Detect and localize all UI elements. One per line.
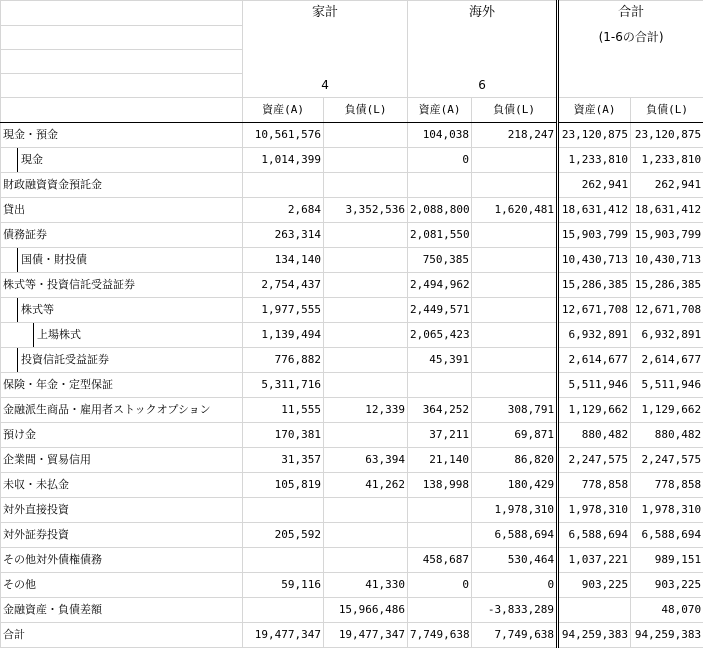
value-cell: 6,588,694	[558, 523, 631, 548]
row-label: 金融派生商品・雇用者ストックオプション	[1, 398, 243, 423]
value-cell: 1,233,810	[558, 148, 631, 173]
value-cell	[472, 323, 558, 348]
table-row	[1, 623, 703, 648]
table-row	[1, 448, 703, 473]
header-blank-cell	[243, 49, 408, 73]
row-label: 預け金	[1, 423, 243, 448]
value-cell: 903,225	[558, 573, 631, 598]
row-label: 対外直接投資	[1, 498, 243, 523]
row-label: 投資信託受益証券	[1, 348, 243, 373]
value-cell: 2,684	[243, 198, 324, 223]
value-cell	[408, 373, 472, 398]
table-row	[1, 423, 703, 448]
value-cell: 263,314	[243, 223, 324, 248]
header-blank-cell	[1, 25, 243, 49]
value-cell: 37,211	[408, 423, 472, 448]
value-cell	[324, 248, 408, 273]
header-asset: 資産(A)	[408, 98, 472, 123]
value-cell: 0	[472, 573, 558, 598]
value-cell: 262,941	[558, 173, 631, 198]
table-row	[1, 298, 703, 323]
value-cell: 1,977,555	[243, 298, 324, 323]
value-cell: 2,247,575	[558, 448, 631, 473]
value-cell: 6,932,891	[631, 323, 703, 348]
table-row	[1, 223, 703, 248]
value-cell: 12,671,708	[558, 298, 631, 323]
value-cell	[472, 248, 558, 273]
value-cell: 1,129,662	[631, 398, 703, 423]
value-cell	[408, 523, 472, 548]
table-row	[1, 273, 703, 298]
value-cell: 15,286,385	[631, 273, 703, 298]
value-cell: 778,858	[631, 473, 703, 498]
value-cell: 7,749,638	[408, 623, 472, 648]
table-row	[1, 323, 703, 348]
value-cell: 1,620,481	[472, 198, 558, 223]
value-cell: 11,555	[243, 398, 324, 423]
value-cell	[324, 423, 408, 448]
header-goukei: 合計	[558, 1, 703, 26]
value-cell	[472, 298, 558, 323]
row-label: 株式等	[1, 298, 243, 323]
value-cell	[324, 298, 408, 323]
value-cell: 15,903,799	[558, 223, 631, 248]
value-cell: 10,430,713	[558, 248, 631, 273]
value-cell: 170,381	[243, 423, 324, 448]
value-cell: 2,614,677	[631, 348, 703, 373]
header-blank-cell	[1, 98, 243, 123]
table-row	[1, 523, 703, 548]
value-cell: 6,932,891	[558, 323, 631, 348]
row-label: 企業間・貿易信用	[1, 448, 243, 473]
value-cell	[472, 148, 558, 173]
value-cell: 1,129,662	[558, 398, 631, 423]
table-row	[1, 573, 703, 598]
value-cell: 0	[408, 573, 472, 598]
value-cell: 218,247	[472, 123, 558, 148]
row-label: 金融資産・負債差額	[1, 598, 243, 623]
value-cell: 308,791	[472, 398, 558, 423]
value-cell: 15,903,799	[631, 223, 703, 248]
header-liab: 負債(L)	[472, 98, 558, 123]
value-cell	[243, 548, 324, 573]
value-cell: 1,978,310	[631, 498, 703, 523]
value-cell: 41,262	[324, 473, 408, 498]
value-cell	[243, 498, 324, 523]
value-cell	[324, 273, 408, 298]
table-row	[1, 473, 703, 498]
value-cell	[324, 498, 408, 523]
header-kaigai: 海外	[408, 1, 558, 26]
header-asset: 資産(A)	[558, 98, 631, 123]
table-row	[1, 148, 703, 173]
value-cell: 903,225	[631, 573, 703, 598]
value-cell: 23,120,875	[558, 123, 631, 148]
value-cell: 6,588,694	[631, 523, 703, 548]
value-cell: 364,252	[408, 398, 472, 423]
table-row	[1, 498, 703, 523]
header-kakei: 家計	[243, 1, 408, 26]
value-cell: 45,391	[408, 348, 472, 373]
value-cell: 2,088,800	[408, 198, 472, 223]
value-cell: 2,065,423	[408, 323, 472, 348]
table-row	[1, 598, 703, 623]
table-row	[1, 173, 703, 198]
value-cell	[243, 173, 324, 198]
value-cell	[472, 223, 558, 248]
value-cell: 94,259,383	[558, 623, 631, 648]
row-label: その他	[1, 573, 243, 598]
header-blank-cell	[1, 49, 243, 73]
value-cell: 1,978,310	[472, 498, 558, 523]
value-cell: 10,561,576	[243, 123, 324, 148]
value-cell: 2,247,575	[631, 448, 703, 473]
value-cell	[408, 598, 472, 623]
row-label: 上場株式	[1, 323, 243, 348]
value-cell	[324, 223, 408, 248]
value-cell: 989,151	[631, 548, 703, 573]
header-row-5	[1, 98, 703, 123]
row-label: 株式等・投資信託受益証券	[1, 273, 243, 298]
value-cell: 7,749,638	[472, 623, 558, 648]
value-cell: 1,233,810	[631, 148, 703, 173]
table-row	[1, 198, 703, 223]
header-blank-cell	[408, 25, 558, 49]
row-label: 合計	[1, 623, 243, 648]
row-label: その他対外債権債務	[1, 548, 243, 573]
value-cell: 205,592	[243, 523, 324, 548]
header-liab: 負債(L)	[324, 98, 408, 123]
row-label: 対外証券投資	[1, 523, 243, 548]
value-cell	[243, 598, 324, 623]
value-cell: 31,357	[243, 448, 324, 473]
header-row-1	[1, 1, 703, 26]
value-cell: 23,120,875	[631, 123, 703, 148]
header-asset: 資産(A)	[243, 98, 324, 123]
value-cell: 19,477,347	[243, 623, 324, 648]
header-blank-cell	[558, 49, 703, 73]
value-cell: 3,352,536	[324, 198, 408, 223]
value-cell: 880,482	[558, 423, 631, 448]
value-cell: 2,494,962	[408, 273, 472, 298]
value-cell: 778,858	[558, 473, 631, 498]
value-cell: 530,464	[472, 548, 558, 573]
header-num-kaigai: 6	[408, 73, 558, 98]
header-blank-cell	[1, 1, 243, 26]
value-cell: 134,140	[243, 248, 324, 273]
value-cell: 104,038	[408, 123, 472, 148]
value-cell: 41,330	[324, 573, 408, 598]
header-blank-cell	[1, 73, 243, 98]
value-cell: -3,833,289	[472, 598, 558, 623]
value-cell: 48,070	[631, 598, 703, 623]
value-cell: 2,449,571	[408, 298, 472, 323]
value-cell: 105,819	[243, 473, 324, 498]
header-num-kakei: 4	[243, 73, 408, 98]
value-cell: 2,081,550	[408, 223, 472, 248]
value-cell: 180,429	[472, 473, 558, 498]
value-cell	[472, 273, 558, 298]
value-cell: 2,754,437	[243, 273, 324, 298]
value-cell	[324, 523, 408, 548]
value-cell	[472, 373, 558, 398]
value-cell: 2,614,677	[558, 348, 631, 373]
row-label: 国債・財投債	[1, 248, 243, 273]
header-blank-cell	[408, 49, 558, 73]
value-cell: 1,978,310	[558, 498, 631, 523]
value-cell: 63,394	[324, 448, 408, 473]
value-cell: 262,941	[631, 173, 703, 198]
value-cell: 18,631,412	[631, 198, 703, 223]
table-row	[1, 373, 703, 398]
value-cell: 12,339	[324, 398, 408, 423]
value-cell: 59,116	[243, 573, 324, 598]
table-row	[1, 398, 703, 423]
value-cell: 15,966,486	[324, 598, 408, 623]
table-row	[1, 248, 703, 273]
value-cell: 1,037,221	[558, 548, 631, 573]
row-label: 現金・預金	[1, 123, 243, 148]
value-cell: 69,871	[472, 423, 558, 448]
value-cell: 86,820	[472, 448, 558, 473]
value-cell	[472, 348, 558, 373]
row-label: 債務証券	[1, 223, 243, 248]
value-cell	[324, 173, 408, 198]
table-row	[1, 123, 703, 148]
row-label: 財政融資資金預託金	[1, 173, 243, 198]
table-row	[1, 348, 703, 373]
value-cell: 18,631,412	[558, 198, 631, 223]
header-row-2	[1, 25, 703, 49]
value-cell: 880,482	[631, 423, 703, 448]
row-label: 保険・年金・定型保証	[1, 373, 243, 398]
header-row-4	[1, 73, 703, 98]
value-cell	[324, 373, 408, 398]
value-cell	[324, 323, 408, 348]
value-cell: 0	[408, 148, 472, 173]
value-cell: 94,259,383	[631, 623, 703, 648]
value-cell: 5,511,946	[631, 373, 703, 398]
value-cell: 6,588,694	[472, 523, 558, 548]
value-cell: 5,511,946	[558, 373, 631, 398]
value-cell	[408, 173, 472, 198]
table-row	[1, 548, 703, 573]
value-cell: 10,430,713	[631, 248, 703, 273]
value-cell: 458,687	[408, 548, 472, 573]
value-cell: 1,139,494	[243, 323, 324, 348]
value-cell	[324, 548, 408, 573]
value-cell	[558, 598, 631, 623]
header-blank-cell	[243, 25, 408, 49]
value-cell	[472, 173, 558, 198]
header-liab: 負債(L)	[631, 98, 703, 123]
row-label: 貸出	[1, 198, 243, 223]
value-cell: 776,882	[243, 348, 324, 373]
header-goukei-note: (1-6の合計)	[558, 25, 703, 49]
value-cell	[324, 348, 408, 373]
value-cell: 19,477,347	[324, 623, 408, 648]
value-cell: 21,140	[408, 448, 472, 473]
value-cell: 5,311,716	[243, 373, 324, 398]
header-row-3	[1, 49, 703, 73]
value-cell	[324, 148, 408, 173]
header-blank-cell	[558, 73, 703, 98]
value-cell: 1,014,399	[243, 148, 324, 173]
value-cell	[324, 123, 408, 148]
value-cell: 12,671,708	[631, 298, 703, 323]
value-cell: 138,998	[408, 473, 472, 498]
row-label: 未収・未払金	[1, 473, 243, 498]
value-cell: 15,286,385	[558, 273, 631, 298]
value-cell: 750,385	[408, 248, 472, 273]
row-label: 現金	[1, 148, 243, 173]
value-cell	[408, 498, 472, 523]
